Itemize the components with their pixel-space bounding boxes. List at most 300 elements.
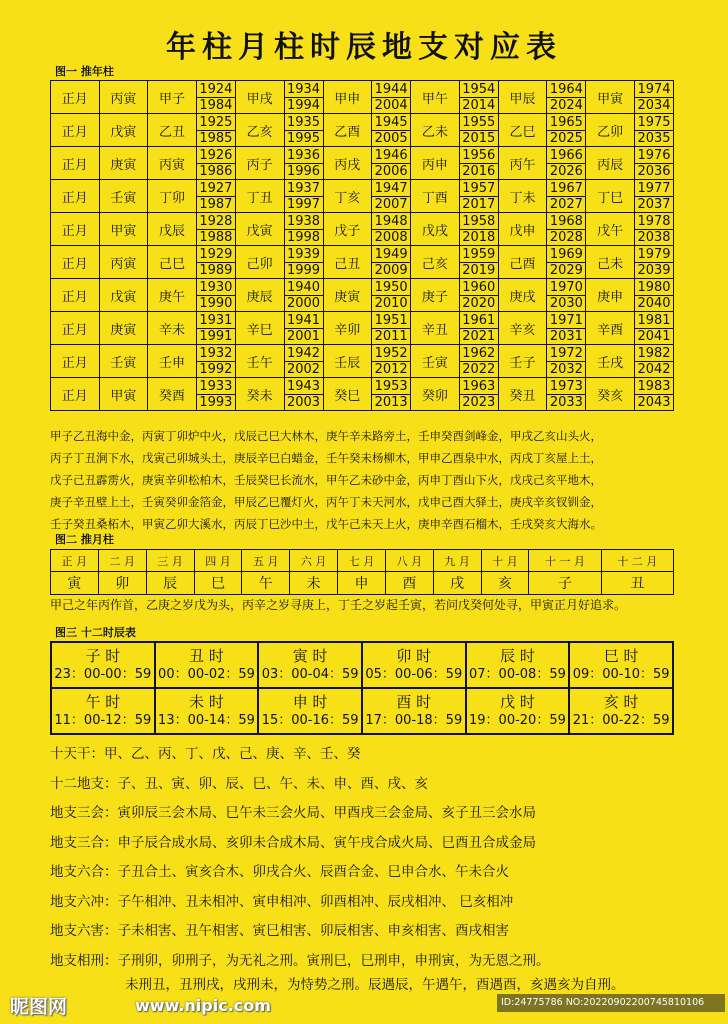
year-value: 2038 [637,229,671,245]
year-value: 1936 [285,148,323,164]
year-value: 1953 [372,379,410,395]
year-cell [372,246,411,279]
year-value: 2009 [374,262,408,278]
month-pillar-table [50,549,674,595]
image-id: ID:24775786 NO:20220902200745810106 [497,994,725,1012]
hour-range: 21：00-22：59 [572,713,670,728]
hour-cell [155,642,259,688]
month-cell: 正月 [51,114,100,147]
year-value: 1978 [635,214,673,230]
year-cell [196,246,235,279]
section-title-year: 图一 推年柱 [55,65,114,78]
year-value: 2020 [462,295,496,311]
year-value: 2021 [462,328,496,344]
year-value: 2004 [374,97,408,113]
year-value: 2033 [549,394,583,410]
year-ganzhi-cell: 甲申 [323,81,372,114]
month-branch-cell: 酉 [385,572,433,595]
month-cell: 正月 [51,81,100,114]
year-cell [196,213,235,246]
year-ganzhi-cell: 丙寅 [148,147,197,180]
year-value: 1935 [285,115,323,131]
year-cell [284,147,323,180]
year-cell [459,213,498,246]
year-ganzhi-cell: 戊子 [323,213,372,246]
month-ganzhi-cell: 壬寅 [99,180,148,213]
month-branch-cell: 丑 [601,572,673,595]
year-value: 1990 [199,295,233,311]
year-cell [284,246,323,279]
year-value: 1934 [285,82,323,98]
hour-range: 05：00-06：59 [365,667,463,682]
year-ganzhi-cell: 辛亥 [498,312,547,345]
year-ganzhi-cell: 壬辰 [323,345,372,378]
hour-cell [155,688,259,734]
year-value: 1937 [285,181,323,197]
hour-name: 亥 时 [603,693,639,711]
year-value: 2019 [462,262,496,278]
year-value: 1979 [635,247,673,263]
month-ganzhi-cell: 壬寅 [99,345,148,378]
year-value: 2017 [462,196,496,212]
year-ganzhi-cell: 辛未 [148,312,197,345]
year-ganzhi-cell: 己卯 [235,246,284,279]
year-ganzhi-cell: 乙未 [411,114,460,147]
year-value: 1986 [199,163,233,179]
year-cell [196,114,235,147]
year-value: 1930 [197,280,235,296]
hour-range: 17：00-18：59 [365,713,463,728]
month-cell: 正月 [51,180,100,213]
year-cell [547,147,586,180]
year-cell [372,345,411,378]
month-branch-cell: 未 [290,572,338,595]
terms-line: 地支六合：子丑合土、寅亥合木、卯戌合火、辰酉合金、巳申合水、午未合火 [50,864,509,880]
year-value: 1950 [372,280,410,296]
table-row [51,642,673,688]
year-value: 2015 [462,130,496,146]
year-ganzhi-cell: 己未 [586,246,635,279]
year-ganzhi-cell: 丙子 [235,147,284,180]
month-branch-cell: 戌 [433,572,481,595]
month-branch-cell: 亥 [481,572,529,595]
year-cell [459,180,498,213]
year-value: 1996 [286,163,321,179]
month-name-cell: 四 月 [194,550,242,572]
year-value: 1974 [635,82,673,98]
nayin-line: 戊子己丑霹雳火，庚寅辛卯松柏木，壬辰癸巳长流水，甲午乙未砂中金，丙申丁酉山下火，戊戌己亥平地木， [50,473,602,487]
nayin-line: 丙子丁丑涧下水，戊寅己卯城头土，庚辰辛巳白蜡金，壬午癸未杨柳木，甲申乙酉泉中水，丙戌丁亥屋上土， [50,451,602,465]
year-ganzhi-cell: 壬戌 [586,345,635,378]
year-value: 1968 [547,214,585,230]
year-value: 1958 [460,214,498,230]
year-ganzhi-cell: 庚午 [148,279,197,312]
year-ganzhi-cell: 丁卯 [148,180,197,213]
year-cell [284,312,323,345]
year-value: 1948 [372,214,410,230]
year-cell [635,246,674,279]
hour-cell [362,688,466,734]
year-cell [284,279,323,312]
hour-range: 19：00-20：59 [469,713,566,728]
month-ganzhi-cell: 甲寅 [99,378,148,411]
year-ganzhi-cell: 甲辰 [498,81,547,114]
year-cell [547,312,586,345]
month-cell: 正月 [51,378,100,411]
hour-range: 00：00-02：59 [158,667,255,682]
year-value: 1984 [199,97,233,113]
year-value: 1946 [372,148,410,164]
year-value: 1952 [372,346,410,362]
year-cell [284,114,323,147]
month-ganzhi-cell: 甲寅 [99,213,148,246]
year-ganzhi-cell: 戊申 [498,213,547,246]
year-value: 2000 [286,295,321,311]
year-ganzhi-cell: 己亥 [411,246,460,279]
year-value: 2026 [549,163,583,179]
year-value: 1940 [285,280,323,296]
year-value: 2010 [374,295,408,311]
year-value: 2028 [549,229,583,245]
year-value: 1962 [460,346,498,362]
month-ganzhi-cell: 丙寅 [99,246,148,279]
table-row [51,180,674,213]
year-ganzhi-cell: 戊午 [586,213,635,246]
year-ganzhi-cell: 己丑 [323,246,372,279]
year-ganzhi-cell: 庚戌 [498,279,547,312]
year-value: 2011 [374,328,408,344]
year-cell [459,345,498,378]
year-value: 2029 [549,262,583,278]
year-value: 1951 [372,313,410,329]
year-value: 1957 [460,181,498,197]
year-ganzhi-cell: 丁未 [498,180,547,213]
hour-range: 03：00-04：59 [261,667,359,682]
year-ganzhi-cell: 甲子 [148,81,197,114]
year-cell [635,279,674,312]
terms-line: 十天干：甲、乙、丙、丁、戊、己、庚、辛、壬、癸 [50,746,361,762]
year-value: 1987 [199,196,233,212]
year-ganzhi-cell: 癸丑 [498,378,547,411]
year-value: 1954 [460,82,498,98]
hour-name: 辰 时 [500,647,535,665]
year-cell [196,345,235,378]
hour-range: 15：00-16：59 [261,713,359,728]
year-value: 1971 [547,313,585,329]
year-cell [459,378,498,411]
year-value: 1943 [285,379,323,395]
year-ganzhi-cell: 丙辰 [586,147,635,180]
year-value: 1941 [285,313,323,329]
year-pillar-table [50,80,674,411]
month-branch-cell: 卯 [98,572,146,595]
year-value: 2001 [286,328,321,344]
year-value: 1985 [199,130,233,146]
hour-name: 卯 时 [396,647,432,665]
year-value: 1995 [286,130,321,146]
year-cell [372,81,411,114]
year-value: 2040 [637,295,671,311]
table-row [51,213,674,246]
year-value: 2022 [462,361,496,377]
year-cell [635,81,674,114]
year-ganzhi-cell: 癸卯 [411,378,460,411]
section-title-hours: 图三 十二时辰表 [55,626,136,639]
year-cell [284,81,323,114]
year-value: 2014 [462,97,496,113]
year-value: 2023 [462,394,496,410]
terms-line: 地支六冲：子午相冲、丑未相冲、寅申相冲、卯酉相冲、辰戌相冲、 巳亥相冲 [50,893,514,910]
month-cell: 正月 [51,246,100,279]
year-cell [635,378,674,411]
year-ganzhi-cell: 乙卯 [586,114,635,147]
terms-line: 地支相刑：子刑卯，卯刑子，为无礼之刑。寅刑巳，巳刑申，申刑寅，为无恩之刑。 [50,952,550,969]
year-value: 1972 [547,346,585,362]
year-ganzhi-cell: 辛巳 [235,312,284,345]
month-ganzhi-cell: 庚寅 [99,147,148,180]
year-ganzhi-cell: 乙丑 [148,114,197,147]
month-name-cell: 十 二 月 [601,550,673,572]
month-cell: 正月 [51,147,100,180]
year-value: 1945 [372,115,410,131]
nayin-line: 甲子乙丑海中金，丙寅丁卯炉中火，戊辰己巳大林木，庚午辛未路旁土，壬申癸酉剑峰金，甲戌乙亥山头火， [50,429,602,443]
year-cell [372,312,411,345]
month-cell: 正月 [51,279,100,312]
month-branch-cell: 寅 [51,572,99,595]
year-ganzhi-cell: 甲寅 [586,81,635,114]
year-ganzhi-cell: 癸巳 [323,378,372,411]
year-value: 2006 [374,163,408,179]
year-value: 1993 [199,394,233,410]
year-ganzhi-cell: 辛酉 [586,312,635,345]
year-value: 1931 [197,313,235,329]
year-cell [196,81,235,114]
year-value: 1928 [197,214,235,230]
year-value: 2003 [286,394,321,410]
year-cell [547,114,586,147]
year-value: 2036 [637,163,671,179]
watermark-site: www.nipic.com [135,996,271,1015]
hour-cell [258,688,362,734]
table-row [51,147,674,180]
year-ganzhi-cell: 辛丑 [411,312,460,345]
table-row [51,688,673,734]
hour-name: 酉 时 [396,693,432,711]
year-value: 1938 [285,214,323,230]
year-value: 2039 [637,262,671,278]
year-cell [459,114,498,147]
page-title: 年柱月柱时辰地支对应表 [166,30,562,65]
year-value: 1967 [547,181,585,197]
year-value: 2027 [549,196,583,212]
terms-line: 地支三合：申子辰合成水局、亥卯未合成木局、寅午戌合成火局、巳酉丑合成金局 [50,834,536,851]
year-value: 1955 [460,115,498,131]
year-value: 1925 [197,115,235,131]
month-name-cell: 三 月 [146,550,194,572]
month-name-cell: 正 月 [51,550,99,572]
year-value: 2025 [549,130,583,146]
year-value: 2018 [462,229,496,245]
year-cell [284,213,323,246]
table-row [51,345,674,378]
year-ganzhi-cell: 庚寅 [323,279,372,312]
terms-line: 十二地支：子、丑、寅、卯、辰、巳、午、未、申、酉、戌、亥 [50,775,428,792]
hour-cell [466,642,570,688]
nayin-line: 壬子癸丑桑柘木，甲寅乙卯大溪水，丙辰丁巳沙中土，戊午己未天上火，庚申辛酉石榴木，壬戌癸亥大海水。 [50,517,602,531]
year-cell [547,378,586,411]
hour-range: 07：00-08：59 [469,667,566,682]
year-ganzhi-cell: 甲戌 [235,81,284,114]
month-name-cell: 二 月 [98,550,146,572]
hour-name: 申 时 [292,693,328,711]
year-cell [196,312,235,345]
hour-name: 子 时 [85,647,121,665]
year-ganzhi-cell: 戊辰 [148,213,197,246]
year-value: 1956 [460,148,498,164]
year-cell [372,147,411,180]
year-ganzhi-cell: 戊寅 [235,213,284,246]
year-ganzhi-cell: 庚子 [411,279,460,312]
year-value: 1963 [460,379,498,395]
year-ganzhi-cell: 丙戌 [323,147,372,180]
year-cell [196,279,235,312]
year-value: 1969 [547,247,585,263]
year-value: 2007 [374,196,408,212]
month-ganzhi-cell: 庚寅 [99,312,148,345]
year-value: 1994 [286,97,321,113]
year-cell [284,378,323,411]
year-value: 2043 [637,394,671,410]
year-cell [547,81,586,114]
year-ganzhi-cell: 壬寅 [411,345,460,378]
year-cell [372,279,411,312]
hour-name: 未 时 [189,693,224,711]
year-ganzhi-cell: 戊戌 [411,213,460,246]
month-name-cell: 六 月 [290,550,338,572]
month-branch-cell: 辰 [146,572,194,595]
hour-range: 09：00-10：59 [572,667,670,682]
year-value: 1924 [197,82,235,98]
year-ganzhi-cell: 丙申 [411,147,460,180]
year-value: 1961 [460,313,498,329]
year-value: 2031 [549,328,583,344]
terms-line: 地支六害：子未相害、丑午相害、寅巳相害、卯辰相害、申亥相害、酉戌相害 [50,923,509,939]
year-value: 1980 [635,280,673,296]
year-value: 1966 [547,148,585,164]
year-ganzhi-cell: 乙亥 [235,114,284,147]
year-ganzhi-cell: 癸酉 [148,378,197,411]
month-name-cell: 七 月 [338,550,386,572]
year-ganzhi-cell: 乙巳 [498,114,547,147]
year-ganzhi-cell: 癸未 [235,378,284,411]
year-value: 1927 [197,181,235,197]
nayin-line: 庚子辛丑壁上土，壬寅癸卯金箔金，甲辰乙巳覆灯火，丙午丁未天河水，戊申己酉大驿土，庚戌辛亥钗钏金， [50,495,602,509]
year-value: 1976 [635,148,673,164]
year-cell [635,213,674,246]
year-value: 1982 [635,346,673,362]
month-branch-cell: 申 [338,572,386,595]
year-value: 1970 [547,280,585,296]
year-cell [196,180,235,213]
hour-cell [466,688,570,734]
hour-name: 丑 时 [189,647,224,665]
year-value: 1983 [635,379,673,395]
year-cell [372,114,411,147]
year-value: 1964 [547,82,585,98]
year-cell [635,180,674,213]
year-cell [547,180,586,213]
year-ganzhi-cell: 丁亥 [323,180,372,213]
year-cell [459,312,498,345]
year-value: 1944 [372,82,410,98]
section-title-month: 图二 推月柱 [55,533,114,546]
month-name-cell: 八 月 [385,550,433,572]
year-value: 1959 [460,247,498,263]
year-value: 2002 [286,361,321,377]
watermark-footer [0,990,728,1024]
year-value: 2041 [637,328,671,344]
month-rule: 甲己之年丙作首，乙庚之岁戊为头，丙辛之岁寻庚上，丁壬之岁起壬寅，若问戊癸何处寻，甲寅正月好追求。 [50,598,627,612]
year-ganzhi-cell: 壬子 [498,345,547,378]
year-cell [196,378,235,411]
hour-range: 23：00-00：59 [54,667,152,682]
year-value: 1949 [372,247,410,263]
month-name-cell: 九 月 [433,550,481,572]
year-cell [372,180,411,213]
year-value: 1977 [635,181,673,197]
table-row [51,312,674,345]
year-cell [547,345,586,378]
year-ganzhi-cell: 庚申 [586,279,635,312]
month-cell: 正月 [51,345,100,378]
year-cell [372,213,411,246]
year-ganzhi-cell: 壬午 [235,345,284,378]
month-ganzhi-cell: 戊寅 [99,114,148,147]
year-value: 1947 [372,181,410,197]
month-ganzhi-cell: 丙寅 [99,81,148,114]
year-cell [284,180,323,213]
terms-line: 地支三会：寅卯辰三会木局、巳午未三会火局、甲酉戌三会金局、亥子丑三会水局 [50,805,536,821]
year-value: 1991 [199,328,233,344]
month-ganzhi-cell: 戊寅 [99,279,148,312]
year-cell [284,345,323,378]
year-ganzhi-cell: 丁丑 [235,180,284,213]
table-row [51,81,674,114]
month-name-cell: 五 月 [242,550,290,572]
year-value: 2037 [637,196,671,212]
hour-name: 戊 时 [500,693,535,711]
hour-range: 13：00-14：59 [158,713,255,728]
year-cell [547,213,586,246]
year-value: 1981 [635,313,673,329]
year-cell [459,81,498,114]
hour-cell [51,688,155,734]
hours-table [50,641,674,735]
month-branch-cell: 午 [242,572,290,595]
year-ganzhi-cell: 丙午 [498,147,547,180]
watermark-logo: 昵图网 [10,996,68,1018]
year-value: 1997 [286,196,321,212]
year-value: 1929 [197,247,235,263]
year-value: 2024 [549,97,583,113]
year-ganzhi-cell: 丁酉 [411,180,460,213]
year-ganzhi-cell: 己巳 [148,246,197,279]
hour-cell [569,688,673,734]
table-row [51,114,674,147]
year-ganzhi-cell: 壬申 [148,345,197,378]
year-cell [547,246,586,279]
year-value: 2035 [637,130,671,146]
